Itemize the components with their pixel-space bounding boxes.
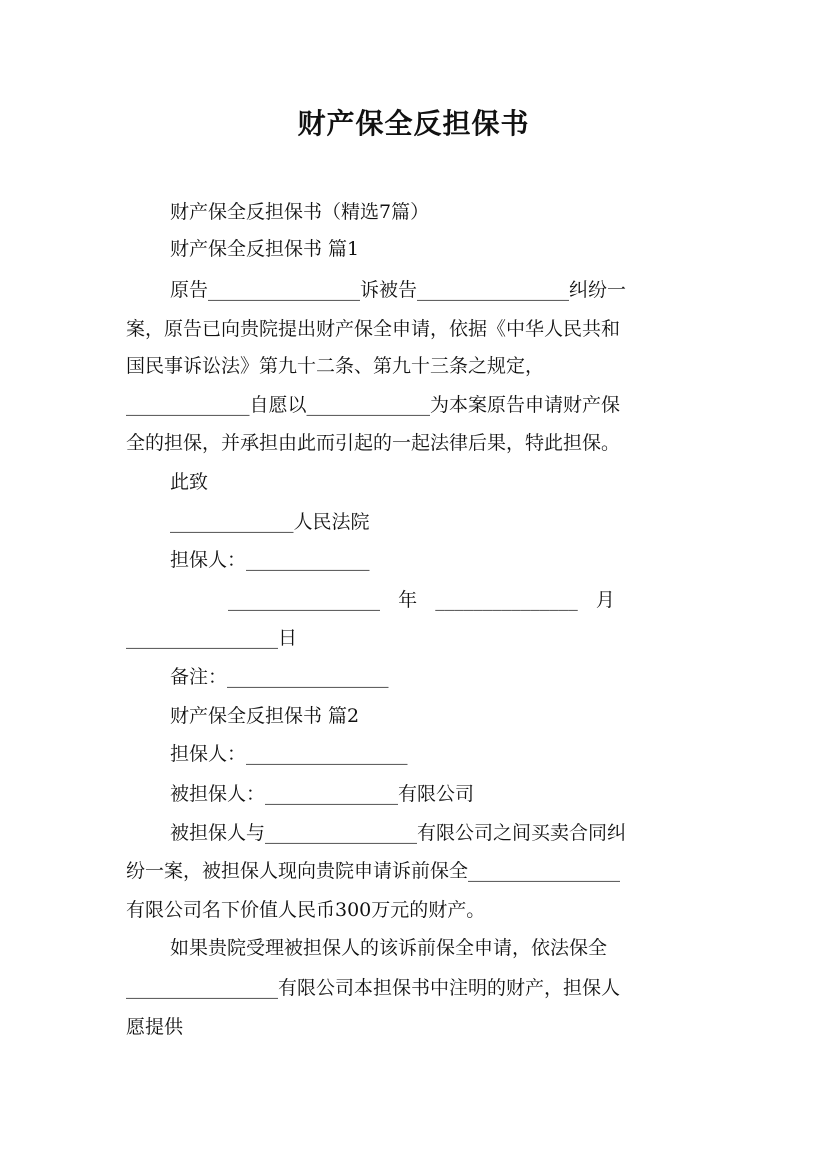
document-line: ________________日 xyxy=(126,627,298,649)
document-line: 如果贵院受理被担保人的该诉前保全申请，依法保全 xyxy=(170,937,608,959)
document-line: ________________ 年 _______________ 月 xyxy=(228,589,615,611)
document-line: 国民事诉讼法》第九十二条、第九十三条之规定， xyxy=(126,355,545,377)
document-line: 案，原告已向贵院提出财产保全申请，依据《中华人民共和 xyxy=(126,318,621,340)
document-line: _____________人民法院 xyxy=(170,511,370,533)
document-line: 原告________________诉被告________________纠纷一 xyxy=(170,279,627,301)
document-line: 全的担保，并承担由此而引起的一起法律后果，特此担保。 xyxy=(126,432,621,454)
document-line: 纷一案，被担保人现向贵院申请诉前保全________________ xyxy=(126,860,621,882)
document-title: 财产保全反担保书 xyxy=(297,107,530,140)
document-line: 被担保人与________________有限公司之间买卖合同纠 xyxy=(170,822,627,844)
document-line: _____________自愿以_____________为本案原告申请财产保 xyxy=(126,394,621,416)
document-line: 愿提供 xyxy=(126,1016,184,1038)
document-line: 财产保全反担保书（精选7篇） xyxy=(170,201,430,223)
document-line: 财产保全反担保书 篇1 xyxy=(170,238,360,260)
document-line: 备注：_________________ xyxy=(170,666,389,688)
document-line: 担保人：_____________ xyxy=(170,549,370,571)
document-line: 被担保人：______________有限公司 xyxy=(170,783,475,805)
document-line: ________________有限公司本担保书中注明的财产，担保人 xyxy=(126,977,621,999)
document-line: 财产保全反担保书 篇2 xyxy=(170,705,360,727)
document-line: 担保人：_________________ xyxy=(170,743,408,765)
document-line: 有限公司名下价值人民币300万元的财产。 xyxy=(126,899,486,921)
document-line: 此致 xyxy=(170,471,209,493)
